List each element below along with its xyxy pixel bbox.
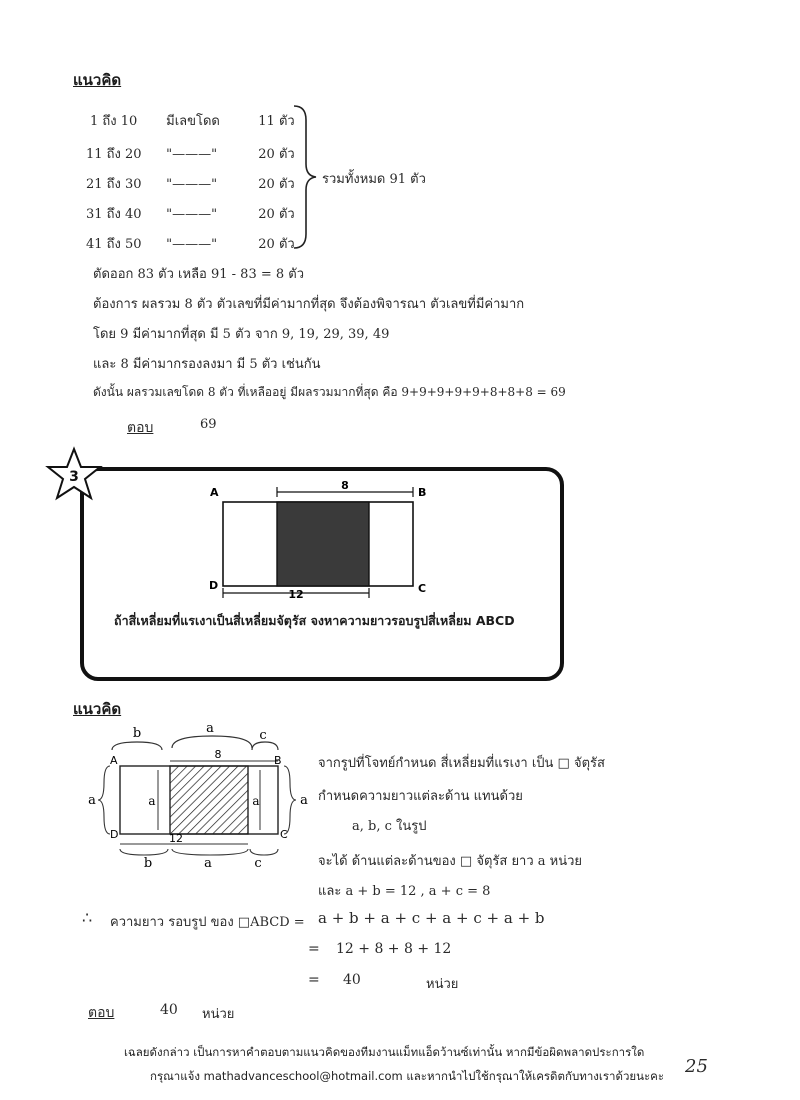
perimeter-step-2: 12 + 8 + 8 + 12 — [336, 941, 452, 957]
label-bottom-a: a — [204, 856, 212, 868]
explanation-line: จากรูปที่โจทย์กำหนด สี่เหลี่ยมที่แรเงา เป็น □ จัตุรัส — [318, 756, 605, 771]
work-line: และ 8 มีค่ามากรองลงมา มี 5 ตัว เช่นกัน — [93, 357, 321, 372]
explanation-line: จะได้ ด้านแต่ละด้านของ □ จัตุรัส ยาว a หน่วย — [318, 854, 583, 869]
therefore-symbol: ∴ — [82, 908, 93, 927]
vertex-a: A — [210, 486, 219, 499]
bottom-dimension: 12 — [288, 588, 304, 600]
table-row — [86, 203, 295, 224]
row-range: 41 ถึง 50 — [86, 237, 142, 252]
explanation-line: และ a + b = 12 , a + c = 8 — [318, 884, 491, 899]
diagram-vertex-c: C — [280, 828, 288, 841]
label-right-a: a — [300, 793, 308, 808]
label-left-a: a — [88, 793, 96, 808]
table-row — [86, 173, 295, 194]
label-inner-right-a: a — [252, 794, 260, 808]
explanation-line: a, b, c ในรูป — [352, 819, 427, 834]
perimeter-result: 40 — [343, 972, 361, 988]
problem-diagram — [200, 480, 460, 600]
row-range: 11 ถึง 20 — [86, 147, 142, 162]
footer-note: เฉลยดังกล่าว เป็นการหาคำตอบตามแนวคิดของทีมงานแม็ทแอ็ดว้านซ์เท่านั้น หากมีข้อผิดพลาดประการใด — [124, 1045, 645, 1059]
solution-heading-1: แนวคิด — [73, 71, 122, 89]
answer-label: ตอบ — [88, 1005, 115, 1021]
label-inner-left-a: a — [148, 794, 156, 808]
row-count: 20 ตัว — [258, 177, 295, 192]
problem-question: ถ้าสี่เหลี่ยมที่แรเงาเป็นสี่เหลี่ยมจัตุรัส จงหาความยาวรอบรูปสี่เหลี่ยม ABCD — [114, 613, 515, 628]
explanation-line: กำหนดความยาวแต่ละด้าน แทนด้วย — [318, 789, 523, 804]
table-row — [86, 143, 295, 164]
label-top-a: a — [206, 721, 214, 736]
answer-label: ตอบ — [127, 420, 154, 436]
table-row — [86, 233, 295, 254]
step-equals: = — [308, 941, 320, 957]
row-count: 20 ตัว — [258, 237, 295, 252]
row-range: 1 ถึง 10 — [90, 114, 138, 129]
row-count: 20 ตัว — [258, 207, 295, 222]
label-bottom-b: b — [143, 856, 153, 868]
diagram-vertex-a: A — [110, 754, 118, 767]
row-range: 31 ถึง 40 — [86, 207, 142, 222]
row-label: "———" — [166, 207, 218, 222]
row-label: มีเลขโดด — [166, 114, 220, 129]
diagram-vertex-b: B — [274, 754, 282, 767]
row-label: "———" — [166, 147, 218, 162]
page-number: 25 — [685, 1056, 708, 1077]
perimeter-expression: a + b + a + c + a + c + a + b — [318, 909, 545, 927]
label-top-b: b — [132, 726, 142, 741]
answer-value: 40 — [160, 1002, 178, 1018]
vertex-d: D — [209, 579, 219, 592]
diagram-vertex-d: D — [110, 828, 119, 841]
vertex-c: C — [418, 582, 427, 595]
row-count: 20 ตัว — [258, 147, 295, 162]
label-top-c: c — [259, 728, 267, 743]
label-bottom-c: c — [254, 856, 262, 868]
row-count: 11 ตัว — [258, 114, 295, 129]
table-row — [90, 110, 295, 131]
total-count: รวมทั้งหมด 91 ตัว — [322, 172, 426, 187]
solution-diagram — [82, 718, 312, 868]
work-line: ตัดออก 83 ตัว เหลือ 91 - 83 = 8 ตัว — [93, 267, 305, 282]
grouping-brace — [290, 102, 320, 252]
work-line: โดย 9 มีค่ามากที่สุด มี 5 ตัว จาก 9, 19, 29, 39, 49 — [93, 327, 390, 342]
work-line: ดังนั้น ผลรวมเลขโดด 8 ตัว ที่เหลืออยู่ มีผลรวมมากที่สุด คือ 9+9+9+9+9+8+8+8 = 69 — [93, 385, 566, 399]
top-dimension: 8 — [341, 480, 349, 492]
work-line: ต้องการ ผลรวม 8 ตัว ตัวเลขที่มีค่ามากที่สุด จึงต้องพิจารณา ตัวเลขที่มีค่ามาก — [93, 297, 525, 312]
label-bottom-12: 12 — [169, 832, 183, 845]
perimeter-label: ความยาว รอบรูป ของ □ABCD = — [110, 915, 305, 930]
perimeter-unit: หน่วย — [426, 977, 459, 992]
row-range: 21 ถึง 30 — [86, 177, 142, 192]
solution-heading-2: แนวคิด — [73, 700, 122, 718]
problem-number-star — [44, 446, 104, 504]
row-label: "———" — [166, 177, 218, 192]
label-top-8: 8 — [214, 748, 222, 761]
footer-contact: กรุณาแจ้ง mathadvanceschool@hotmail.com และหากนำไปใช้กรุณาให้เครดิตกับทางเราด้วยนะคะ — [150, 1069, 665, 1083]
row-label: "———" — [166, 237, 218, 252]
answer-value: 69 — [200, 417, 217, 432]
problem-number: 3 — [69, 469, 79, 485]
answer-unit: หน่วย — [202, 1007, 235, 1022]
vertex-b: B — [418, 486, 427, 499]
step-equals: = — [308, 972, 320, 988]
